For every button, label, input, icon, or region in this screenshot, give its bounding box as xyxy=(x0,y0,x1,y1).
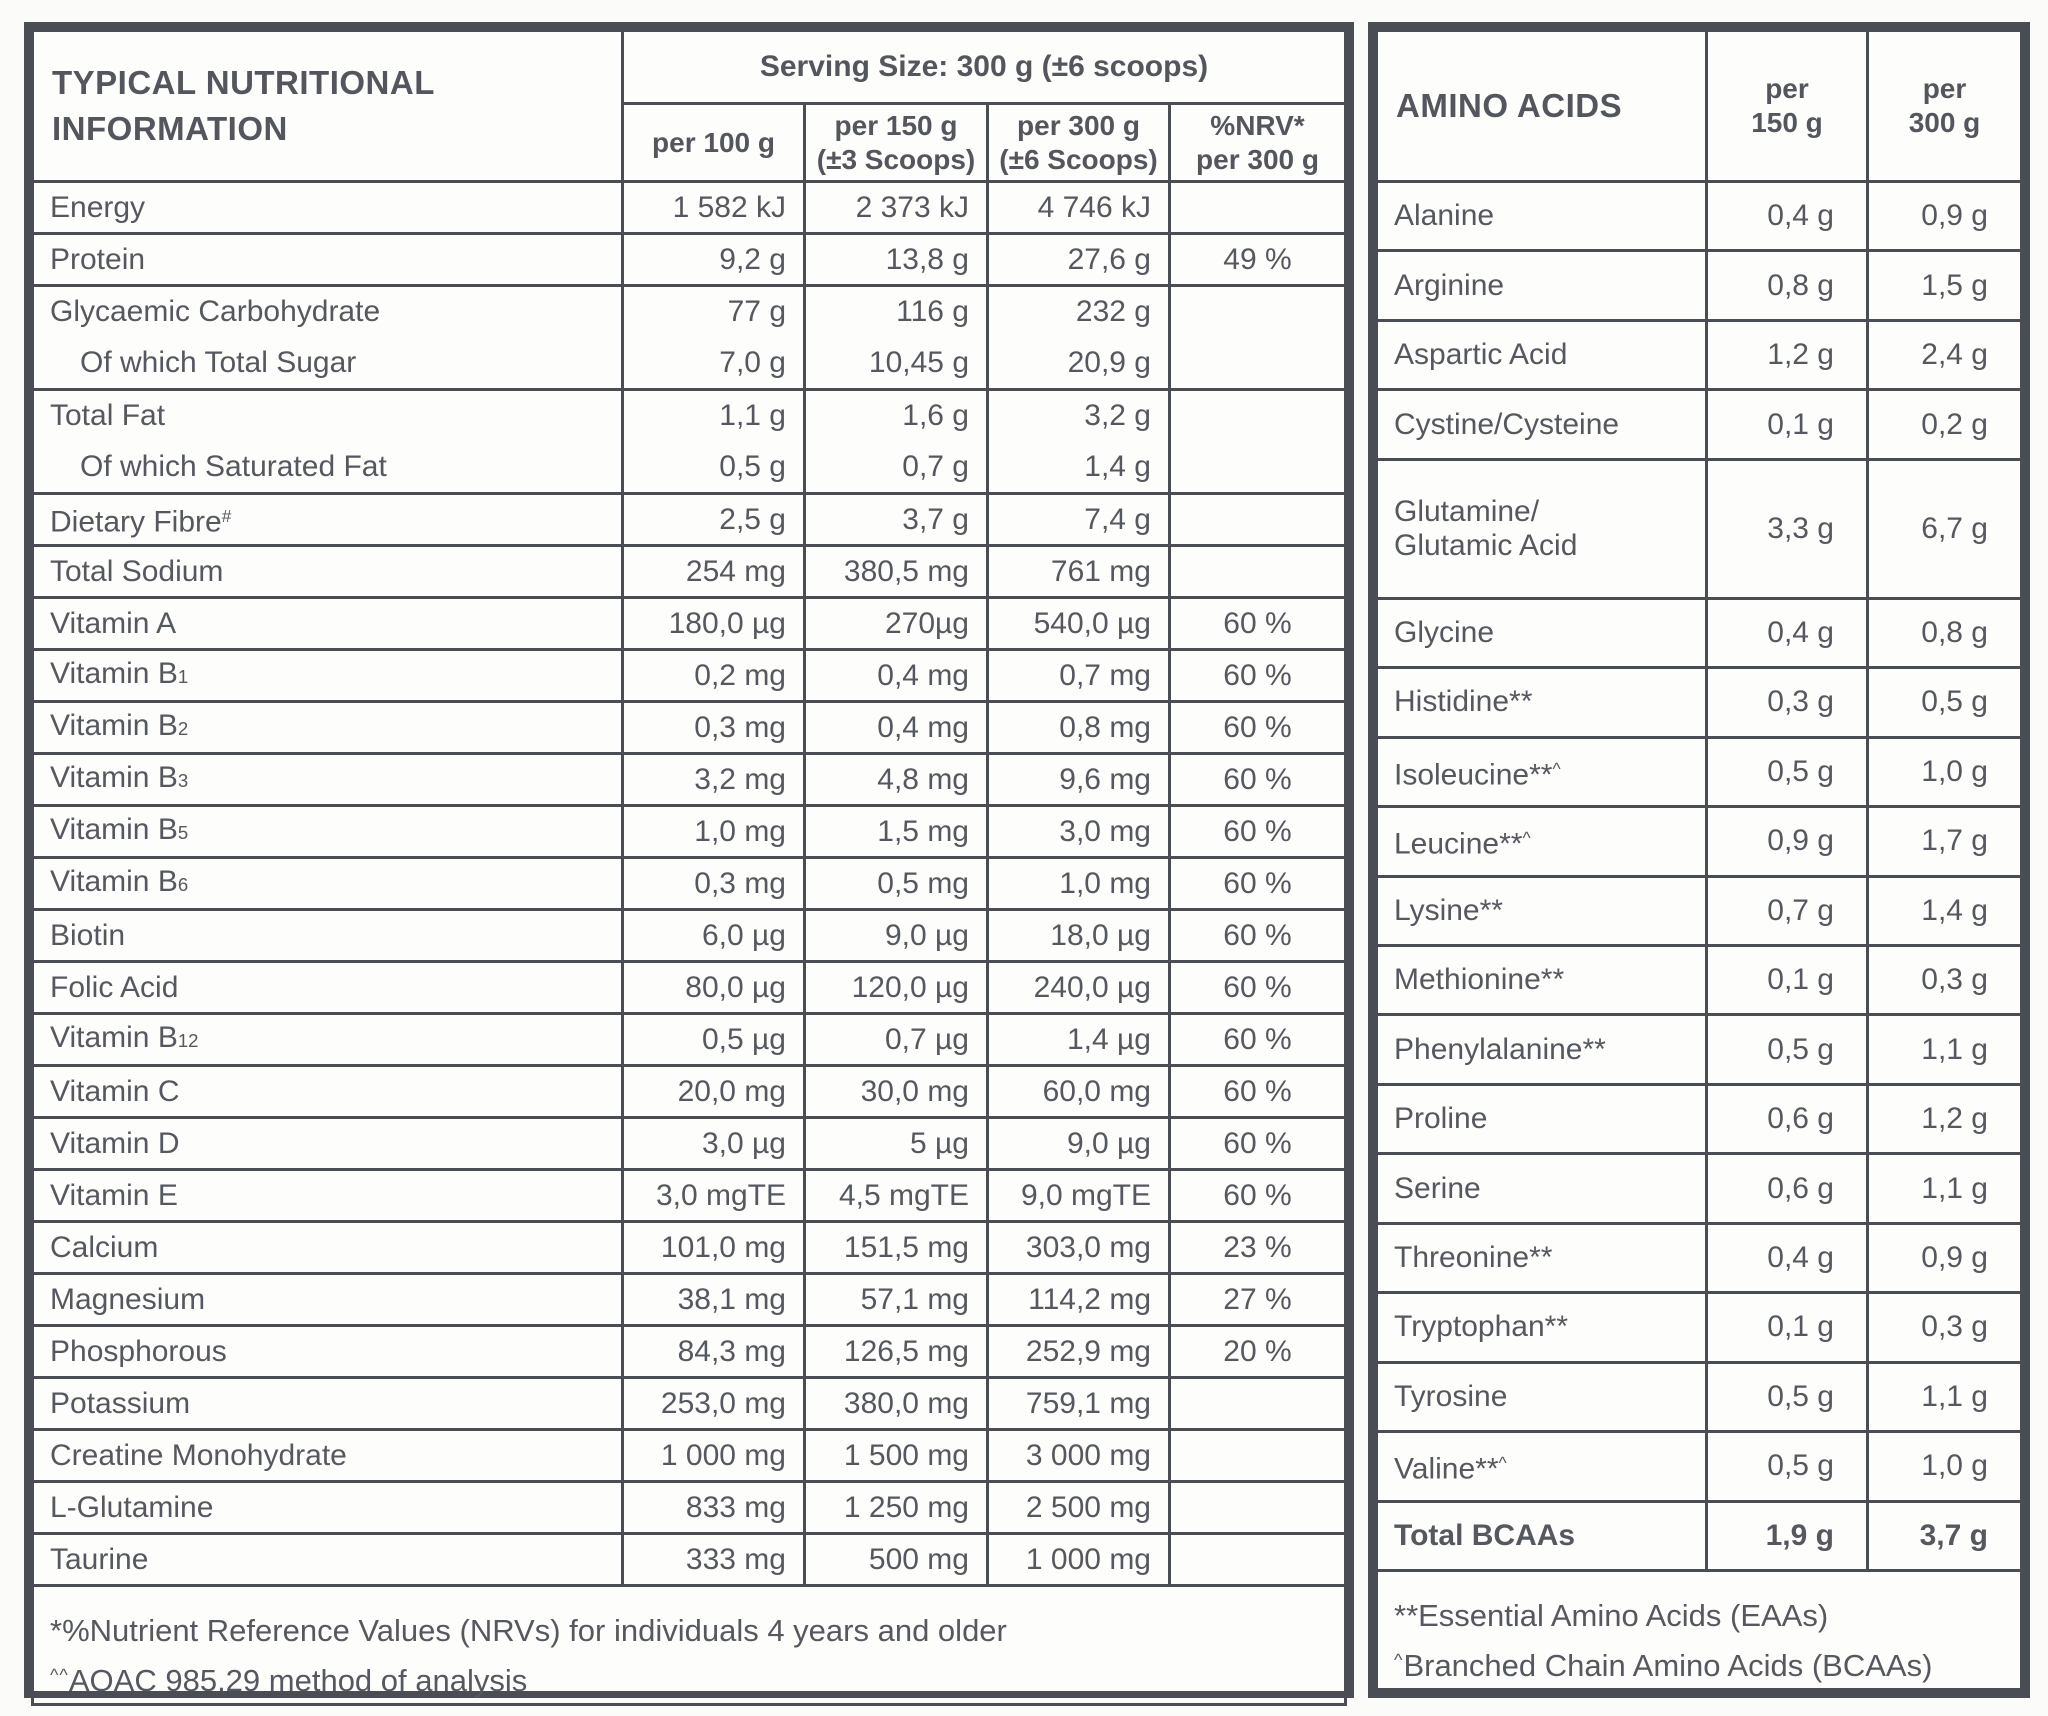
nrv-value: 20 % xyxy=(1170,1326,1346,1378)
amino-value-cell: 0,5 g xyxy=(1868,668,2022,737)
row-label: Biotin xyxy=(33,910,623,962)
nrv-value xyxy=(1170,1482,1346,1534)
value-cell: 7,0 g xyxy=(623,338,805,390)
amino-value-cell: 1,9 g xyxy=(1707,1501,1868,1571)
amino-value-cell: 1,2 g xyxy=(1707,320,1868,389)
table-row xyxy=(33,650,1346,702)
value-cell: 0,8 mg xyxy=(988,702,1170,754)
value-cell: 9,0 µg xyxy=(988,1118,1170,1170)
amino-footnotes xyxy=(1377,1571,2022,1690)
value-cell: 303,0 mg xyxy=(988,1222,1170,1274)
amino-value-cell: 0,6 g xyxy=(1707,1154,1868,1223)
row-label: Vitamin B1 xyxy=(33,650,623,702)
amino-value-cell: 0,3 g xyxy=(1868,1293,2022,1362)
amino-value-cell: 0,9 g xyxy=(1707,807,1868,876)
value-cell: 833 mg xyxy=(623,1482,805,1534)
row-label: Dietary Fibre# xyxy=(33,494,623,546)
row-label: Phenylalanine** xyxy=(1377,1015,1707,1084)
table-row xyxy=(33,442,1346,494)
row-label: Vitamin B12 xyxy=(33,1014,623,1066)
nrv-value xyxy=(1170,442,1346,494)
value-cell: 6,0 µg xyxy=(623,910,805,962)
amino-value-cell: 0,9 g xyxy=(1868,182,2022,251)
amino-value-cell: 0,4 g xyxy=(1707,182,1868,251)
value-cell: 4,8 mg xyxy=(805,754,988,806)
table-row xyxy=(33,1118,1346,1170)
footnote-aoac: ^^AOAC 985.29 method of analysis xyxy=(50,1662,528,1698)
row-label: Creatine Monohydrate xyxy=(33,1430,623,1482)
value-cell: 120,0 µg xyxy=(805,962,988,1014)
value-cell: 1 000 mg xyxy=(623,1430,805,1482)
amino-value-cell: 0,1 g xyxy=(1707,946,1868,1015)
value-cell: 9,0 mgTE xyxy=(988,1170,1170,1222)
value-cell: 0,5 g xyxy=(623,442,805,494)
row-label: Glycine xyxy=(1377,598,1707,667)
nrv-value: 60 % xyxy=(1170,650,1346,702)
nrv-value xyxy=(1170,182,1346,234)
row-label: Methionine** xyxy=(1377,946,1707,1015)
amino-value-cell: 0,4 g xyxy=(1707,1223,1868,1292)
amino-value-cell: 6,7 g xyxy=(1868,459,2022,598)
amino-value-cell: 1,1 g xyxy=(1868,1362,2022,1431)
footnote-bcaa: ^Branched Chain Amino Acids (BCAAs) xyxy=(1394,1648,1933,1683)
value-cell: 27,6 g xyxy=(988,234,1170,286)
amino-row xyxy=(1377,251,2022,320)
row-label: Tyrosine xyxy=(1377,1362,1707,1431)
value-cell: 80,0 µg xyxy=(623,962,805,1014)
table-title-line2: INFORMATION xyxy=(52,110,288,147)
table-row xyxy=(33,338,1346,390)
table-row xyxy=(33,702,1346,754)
nrv-value xyxy=(1170,390,1346,442)
subscript-mark: 2 xyxy=(177,718,189,739)
value-cell: 30,0 mg xyxy=(805,1066,988,1118)
value-cell: 1,4 g xyxy=(988,442,1170,494)
value-cell: 116 g xyxy=(805,286,988,338)
value-cell: 77 g xyxy=(623,286,805,338)
table-row xyxy=(33,1066,1346,1118)
nrv-value: 60 % xyxy=(1170,806,1346,858)
value-cell: 3,2 mg xyxy=(623,754,805,806)
amino-row xyxy=(1377,459,2022,598)
amino-value-cell: 1,7 g xyxy=(1868,807,2022,876)
amino-value-cell: 0,5 g xyxy=(1707,1362,1868,1431)
amino-value-cell: 0,3 g xyxy=(1868,946,2022,1015)
nrv-value: 60 % xyxy=(1170,754,1346,806)
value-cell: 270µg xyxy=(805,598,988,650)
amino-value-cell: 0,6 g xyxy=(1707,1084,1868,1153)
amino-value-cell: 0,1 g xyxy=(1707,1293,1868,1362)
table-row xyxy=(33,1222,1346,1274)
row-label: Total Fat xyxy=(33,390,623,442)
row-label: Magnesium xyxy=(33,1274,623,1326)
value-cell: 1,5 mg xyxy=(805,806,988,858)
footnote-row xyxy=(33,1586,1346,1705)
row-label xyxy=(1377,459,1707,598)
value-cell: 0,7 mg xyxy=(988,650,1170,702)
nrv-value xyxy=(1170,1430,1346,1482)
value-cell: 1,0 mg xyxy=(623,806,805,858)
table-row xyxy=(33,910,1346,962)
serving-size-header: Serving Size: 300 g (±6 scoops) xyxy=(623,31,1346,104)
amino-row xyxy=(1377,1432,2022,1501)
row-label: Of which Saturated Fat xyxy=(33,442,623,494)
row-label-line2: Glutamic Acid xyxy=(1394,528,1578,562)
value-cell: 180,0 µg xyxy=(623,598,805,650)
value-cell: 7,4 g xyxy=(988,494,1170,546)
superscript-mark: ^ xyxy=(1522,828,1532,849)
table-row xyxy=(33,1482,1346,1534)
value-cell: 1,1 g xyxy=(623,390,805,442)
left-footnotes xyxy=(33,1586,1346,1705)
value-cell: 1 250 mg xyxy=(805,1482,988,1534)
value-cell: 333 mg xyxy=(623,1534,805,1586)
value-cell: 18,0 µg xyxy=(988,910,1170,962)
amino-value-cell: 0,4 g xyxy=(1707,598,1868,667)
value-cell: 3,2 g xyxy=(988,390,1170,442)
amino-row xyxy=(1377,390,2022,459)
amino-column-per-300g: per 300 g xyxy=(1868,31,2022,182)
amino-value-cell: 0,5 g xyxy=(1707,737,1868,806)
amino-row xyxy=(1377,1015,2022,1084)
value-cell: 254 mg xyxy=(623,546,805,598)
nutritional-information-table xyxy=(24,22,1354,1698)
row-label: Aspartic Acid xyxy=(1377,320,1707,389)
nrv-value: 27 % xyxy=(1170,1274,1346,1326)
amino-header-row xyxy=(1377,31,2022,182)
row-label: Leucine**^ xyxy=(1377,807,1707,876)
value-cell: 252,9 mg xyxy=(988,1326,1170,1378)
value-cell: 0,2 mg xyxy=(623,650,805,702)
subscript-mark: 3 xyxy=(177,770,189,791)
row-label: Serine xyxy=(1377,1154,1707,1223)
amino-value-cell: 1,0 g xyxy=(1868,737,2022,806)
nrv-value: 60 % xyxy=(1170,1066,1346,1118)
value-cell: 101,0 mg xyxy=(623,1222,805,1274)
nrv-value xyxy=(1170,1534,1346,1586)
amino-footnote-row xyxy=(1377,1571,2022,1690)
value-cell: 3 000 mg xyxy=(988,1430,1170,1482)
amino-row xyxy=(1377,807,2022,876)
nrv-value: 60 % xyxy=(1170,910,1346,962)
amino-column-per-150g: per 150 g xyxy=(1707,31,1868,182)
value-cell: 20,9 g xyxy=(988,338,1170,390)
table-row xyxy=(33,286,1346,338)
nrv-value: 23 % xyxy=(1170,1222,1346,1274)
row-label: Total Sodium xyxy=(33,546,623,598)
amino-value-cell: 0,1 g xyxy=(1707,390,1868,459)
value-cell: 2 500 mg xyxy=(988,1482,1170,1534)
amino-value-cell: 0,7 g xyxy=(1707,876,1868,945)
nrv-value xyxy=(1170,1378,1346,1430)
amino-row xyxy=(1377,1154,2022,1223)
row-label: Alanine xyxy=(1377,182,1707,251)
nrv-value: 60 % xyxy=(1170,702,1346,754)
amino-table xyxy=(1375,29,2023,1691)
table-row xyxy=(33,1534,1346,1586)
nrv-value xyxy=(1170,338,1346,390)
value-cell: 240,0 µg xyxy=(988,962,1170,1014)
amino-value-cell: 0,8 g xyxy=(1707,251,1868,320)
superscript-mark: ^ xyxy=(1552,758,1562,779)
table-row xyxy=(33,754,1346,806)
table-row xyxy=(33,962,1346,1014)
amino-row xyxy=(1377,1362,2022,1431)
amino-value-cell: 0,8 g xyxy=(1868,598,2022,667)
value-cell: 0,7 g xyxy=(805,442,988,494)
value-cell: 0,5 µg xyxy=(623,1014,805,1066)
row-label: Vitamin A xyxy=(33,598,623,650)
value-cell: 0,3 mg xyxy=(623,702,805,754)
value-cell: 0,5 mg xyxy=(805,858,988,910)
value-cell: 114,2 mg xyxy=(988,1274,1170,1326)
amino-row xyxy=(1377,1084,2022,1153)
row-label: Vitamin B5 xyxy=(33,806,623,858)
row-label: Phosphorous xyxy=(33,1326,623,1378)
value-cell: 1 000 mg xyxy=(988,1534,1170,1586)
row-label: Histidine** xyxy=(1377,668,1707,737)
value-cell: 0,4 mg xyxy=(805,702,988,754)
row-label: Of which Total Sugar xyxy=(33,338,623,390)
value-cell: 9,0 µg xyxy=(805,910,988,962)
value-cell: 3,7 g xyxy=(805,494,988,546)
amino-title: AMINO ACIDS xyxy=(1377,31,1707,182)
value-cell: 380,5 mg xyxy=(805,546,988,598)
amino-row xyxy=(1377,182,2022,251)
amino-value-cell: 0,9 g xyxy=(1868,1223,2022,1292)
row-label: Vitamin B2 xyxy=(33,702,623,754)
nrv-value: 60 % xyxy=(1170,1014,1346,1066)
subscript-mark: 12 xyxy=(177,1030,199,1051)
row-label: Calcium xyxy=(33,1222,623,1274)
value-cell: 1,0 mg xyxy=(988,858,1170,910)
value-cell: 3,0 mg xyxy=(988,806,1170,858)
amino-value-cell: 3,3 g xyxy=(1707,459,1868,598)
value-cell: 3,0 mgTE xyxy=(623,1170,805,1222)
amino-value-cell: 1,0 g xyxy=(1868,1432,2022,1501)
value-cell: 1,6 g xyxy=(805,390,988,442)
value-cell: 10,45 g xyxy=(805,338,988,390)
amino-value-cell: 1,1 g xyxy=(1868,1015,2022,1084)
amino-row xyxy=(1377,320,2022,389)
subscript-mark: 6 xyxy=(177,874,189,895)
row-label: Threonine** xyxy=(1377,1223,1707,1292)
value-cell: 9,6 mg xyxy=(988,754,1170,806)
amino-value-cell: 2,4 g xyxy=(1868,320,2022,389)
table-row xyxy=(33,598,1346,650)
footnote-nrv: *%Nutrient Reference Values (NRVs) for individuals 4 years and older xyxy=(50,1612,1007,1648)
row-label: Vitamin C xyxy=(33,1066,623,1118)
value-cell: 1,4 µg xyxy=(988,1014,1170,1066)
table-row xyxy=(33,1430,1346,1482)
nrv-value xyxy=(1170,286,1346,338)
table-row xyxy=(33,858,1346,910)
superscript-mark: ^ xyxy=(1498,1453,1508,1474)
value-cell: 253,0 mg xyxy=(623,1378,805,1430)
amino-row xyxy=(1377,737,2022,806)
value-cell: 380,0 mg xyxy=(805,1378,988,1430)
table-row xyxy=(33,182,1346,234)
row-label: Vitamin B6 xyxy=(33,858,623,910)
value-cell: 0,3 mg xyxy=(623,858,805,910)
amino-value-cell: 0,3 g xyxy=(1707,668,1868,737)
table-row xyxy=(33,806,1346,858)
value-cell: 232 g xyxy=(988,286,1170,338)
row-label: Glycaemic Carbohydrate xyxy=(33,286,623,338)
value-cell: 84,3 mg xyxy=(623,1326,805,1378)
amino-value-cell: 1,4 g xyxy=(1868,876,2022,945)
row-label: Isoleucine**^ xyxy=(1377,737,1707,806)
amino-acids-table xyxy=(1368,22,2030,1698)
row-label: Vitamin D xyxy=(33,1118,623,1170)
amino-value-cell: 1,2 g xyxy=(1868,1084,2022,1153)
row-label: Potassium xyxy=(33,1378,623,1430)
row-label: Energy xyxy=(33,182,623,234)
row-label: Total BCAAs xyxy=(1377,1501,1707,1571)
value-cell: 759,1 mg xyxy=(988,1378,1170,1430)
nrv-value: 60 % xyxy=(1170,962,1346,1014)
value-cell: 57,1 mg xyxy=(805,1274,988,1326)
value-cell: 9,2 g xyxy=(623,234,805,286)
row-label: L-Glutamine xyxy=(33,1482,623,1534)
table-row xyxy=(33,1326,1346,1378)
row-label: Vitamin B3 xyxy=(33,754,623,806)
value-cell: 2,5 g xyxy=(623,494,805,546)
table-row xyxy=(33,1170,1346,1222)
value-cell: 38,1 mg xyxy=(623,1274,805,1326)
nrv-value: 60 % xyxy=(1170,1118,1346,1170)
amino-row xyxy=(1377,668,2022,737)
row-label: Taurine xyxy=(33,1534,623,1586)
row-label-line1: Glutamine/ xyxy=(1394,494,1540,528)
table-title-line1: TYPICAL NUTRITIONAL xyxy=(52,64,435,101)
row-label: Valine**^ xyxy=(1377,1432,1707,1501)
column-header-per-150g: per 150 g (±3 Scoops) xyxy=(805,104,988,182)
amino-row xyxy=(1377,598,2022,667)
nrv-value xyxy=(1170,546,1346,598)
superscript-mark: # xyxy=(221,506,233,527)
serving-size-row xyxy=(33,31,1346,104)
value-cell: 1 582 kJ xyxy=(623,182,805,234)
value-cell: 761 mg xyxy=(988,546,1170,598)
amino-value-cell: 0,5 g xyxy=(1707,1015,1868,1084)
row-label: Arginine xyxy=(1377,251,1707,320)
row-label: Vitamin E xyxy=(33,1170,623,1222)
nrv-value xyxy=(1170,494,1346,546)
table-row xyxy=(33,234,1346,286)
value-cell: 3,0 µg xyxy=(623,1118,805,1170)
amino-value-cell: 0,5 g xyxy=(1707,1432,1868,1501)
row-label: Folic Acid xyxy=(33,962,623,1014)
value-cell: 1 500 mg xyxy=(805,1430,988,1482)
value-cell: 4 746 kJ xyxy=(988,182,1170,234)
column-header-per-300g: per 300 g (±6 Scoops) xyxy=(988,104,1170,182)
table-row xyxy=(33,1378,1346,1430)
value-cell: 2 373 kJ xyxy=(805,182,988,234)
table-title xyxy=(33,31,623,182)
amino-row xyxy=(1377,876,2022,945)
column-header-nrv: %NRV* per 300 g xyxy=(1170,104,1346,182)
row-label: Protein xyxy=(33,234,623,286)
amino-value-cell: 1,5 g xyxy=(1868,251,2022,320)
value-cell: 5 µg xyxy=(805,1118,988,1170)
value-cell: 60,0 mg xyxy=(988,1066,1170,1118)
footnote-eaa: **Essential Amino Acids (EAAs) xyxy=(1394,1598,1829,1634)
amino-row xyxy=(1377,1293,2022,1362)
value-cell: 540,0 µg xyxy=(988,598,1170,650)
table-row xyxy=(33,390,1346,442)
row-label: Lysine** xyxy=(1377,876,1707,945)
amino-value-cell: 0,2 g xyxy=(1868,390,2022,459)
subscript-mark: 1 xyxy=(177,666,189,687)
value-cell: 0,4 mg xyxy=(805,650,988,702)
column-header-per-100g: per 100 g xyxy=(623,104,805,182)
value-cell: 126,5 mg xyxy=(805,1326,988,1378)
nutritional-table xyxy=(31,29,1347,1706)
nrv-value: 60 % xyxy=(1170,858,1346,910)
value-cell: 20,0 mg xyxy=(623,1066,805,1118)
table-row xyxy=(33,1274,1346,1326)
value-cell: 0,7 µg xyxy=(805,1014,988,1066)
nrv-value: 49 % xyxy=(1170,234,1346,286)
value-cell: 500 mg xyxy=(805,1534,988,1586)
value-cell: 13,8 g xyxy=(805,234,988,286)
amino-value-cell: 1,1 g xyxy=(1868,1154,2022,1223)
subscript-mark: 5 xyxy=(177,822,189,843)
row-label: Proline xyxy=(1377,1084,1707,1153)
row-label: Cystine/Cysteine xyxy=(1377,390,1707,459)
amino-row xyxy=(1377,946,2022,1015)
table-row xyxy=(33,1014,1346,1066)
table-row xyxy=(33,494,1346,546)
value-cell: 151,5 mg xyxy=(805,1222,988,1274)
amino-row xyxy=(1377,1501,2022,1571)
row-label: Tryptophan** xyxy=(1377,1293,1707,1362)
amino-row xyxy=(1377,1223,2022,1292)
nrv-value: 60 % xyxy=(1170,1170,1346,1222)
amino-value-cell: 3,7 g xyxy=(1868,1501,2022,1571)
nrv-value: 60 % xyxy=(1170,598,1346,650)
table-row xyxy=(33,546,1346,598)
value-cell: 4,5 mgTE xyxy=(805,1170,988,1222)
